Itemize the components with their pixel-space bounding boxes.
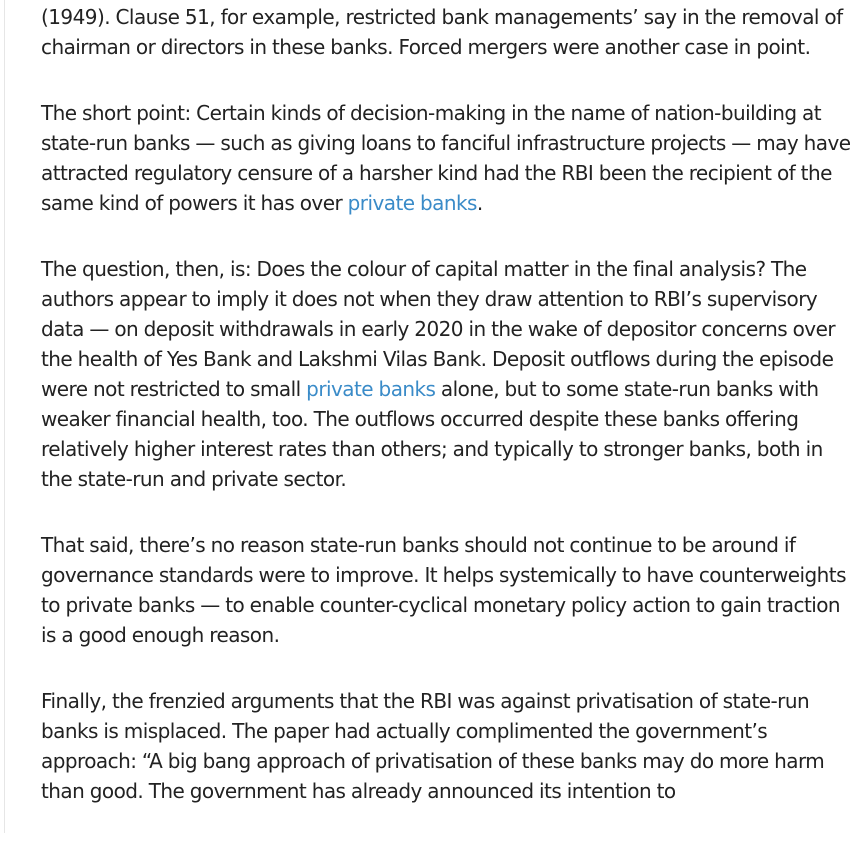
paragraph-text: That said, there’s no reason state-run banks should not continue to be around if governance standards were to improve. It helps systemically to have counterweights to private banks — to enable counter-cyclical monetary policy action to gain traction is a good enough reason. [41,533,846,647]
private-banks-link[interactable]: private banks [306,377,436,401]
paragraph-short-point [41,98,851,218]
paragraph-text: The short point: Certain kinds of decision-making in the name of nation-building at state-run banks — such as giving loans to fanciful infrastructure projects — may have attracted regulatory censure of a harsher kind had the RBI been the recipient of the same kind of powers it has over [41,101,851,215]
paragraph-that-said [41,530,851,650]
private-banks-link[interactable]: private banks [347,191,477,215]
paragraph-text: (1949). Clause 51, for example, restricted bank managements’ say in the removal of chairman or directors in these banks. Forced mergers were another case in point. [41,5,843,59]
left-border-rule [4,0,5,833]
paragraph-text: The question, then, is: Does the colour of capital matter in the final analysis? The authors appear to imply it does not when they draw attention to RBI’s supervisory data — on deposit withdrawals in early 2020 in the wake of depositor concerns over the health of Yes Bank and Lakshmi Vilas Bank. Deposit outflows during the episode were not restricted to small [41,257,836,401]
article-body [41,0,851,842]
paragraph-finally [41,686,851,806]
paragraph-clause-51 [41,2,851,62]
paragraph-text: alone, but to some state-run banks with weaker financial health, too. The outflows occurred despite these banks offering relatively higher interest rates than others; and typically to stronger banks, both in the state-run and private sector. [41,377,823,491]
paragraph-colour-of-capital [41,254,851,494]
paragraph-text: Finally, the frenzied arguments that the RBI was against privatisation of state-run banks is misplaced. The paper had actually complimented the government’s approach: “A big bang approach of privatisation of these banks may do more harm than good. The government has already announced its intention to [41,689,825,803]
paragraph-text: . [476,191,483,215]
